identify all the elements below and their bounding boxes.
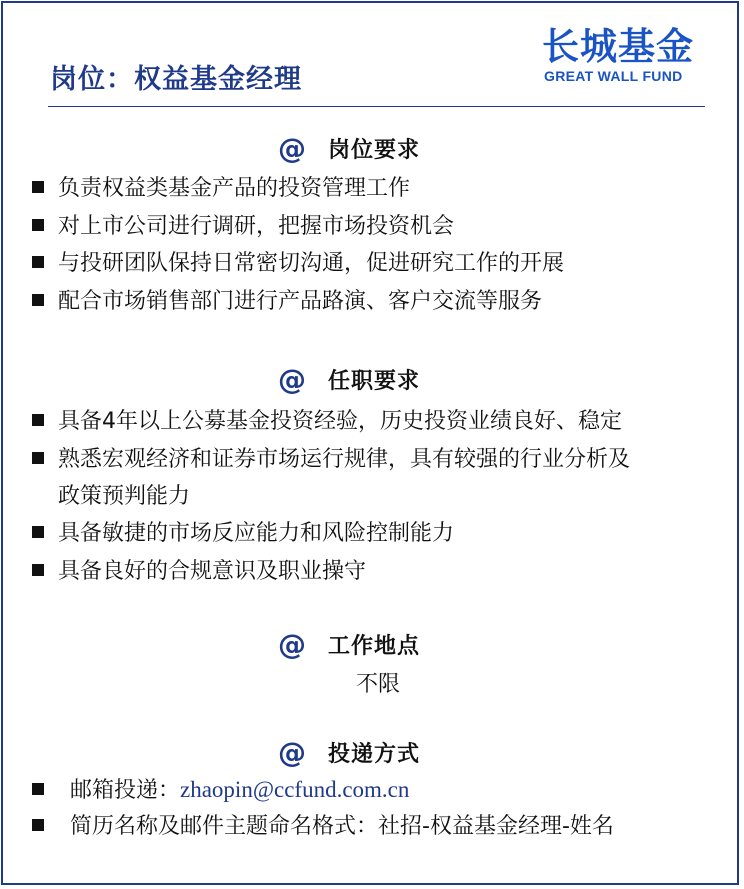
square-bullet-icon	[32, 564, 44, 576]
section-title-requirements: 任职要求	[328, 369, 421, 394]
list-item-text: 配合市场销售部门进行产品路演、客户交流等服务	[58, 289, 543, 314]
section-header-requirements	[278, 363, 420, 399]
square-bullet-icon	[32, 783, 44, 795]
logo-english-text: GREAT WALL FUND	[544, 68, 683, 84]
square-bullet-icon	[32, 526, 44, 538]
at-icon: @	[278, 628, 306, 661]
naming-format-text: 简历名称及邮件主题命名格式：社招-权益基金经理-姓名	[70, 814, 614, 839]
list-item-text: 熟悉宏观经济和证券市场运行规律，具有较强的行业分析及	[58, 447, 631, 472]
list-item	[32, 441, 630, 478]
list-item	[32, 553, 366, 590]
square-bullet-icon	[32, 181, 44, 193]
at-icon: @	[278, 363, 306, 396]
location-value: 不限	[356, 672, 401, 697]
section-header-duties	[278, 132, 420, 168]
list-item	[32, 515, 454, 552]
great-wall-fund-logo	[540, 26, 708, 90]
square-bullet-icon	[32, 256, 44, 268]
list-item-text: 具备4年以上公募基金投资经验，历史投资业绩良好、稳定	[58, 409, 622, 434]
email-label: 邮箱投递：	[70, 778, 181, 803]
square-bullet-icon	[32, 819, 44, 831]
at-icon: @	[278, 132, 306, 165]
logo-chinese-text: 长城基金	[542, 25, 694, 68]
square-bullet-icon	[32, 414, 44, 426]
square-bullet-icon	[32, 452, 44, 464]
list-item-text: 对上市公司进行调研，把握市场投资机会	[58, 214, 455, 239]
list-item	[32, 808, 614, 845]
list-item	[32, 208, 454, 245]
list-item-text: 负责权益类基金产品的投资管理工作	[58, 176, 411, 201]
page-title: 岗位：权益基金经理	[50, 64, 302, 95]
list-item-text: 与投研团队保持日常密切沟通，促进研究工作的开展	[58, 251, 565, 276]
section-header-apply	[278, 736, 420, 772]
list-item	[32, 403, 622, 440]
square-bullet-icon	[32, 294, 44, 306]
section-title-location: 工作地点	[328, 634, 421, 659]
square-bullet-icon	[32, 219, 44, 231]
header-divider	[48, 106, 705, 107]
list-item-continuation: 政策预判能力	[58, 484, 191, 509]
list-item	[32, 771, 409, 809]
section-header-location	[278, 628, 420, 664]
list-item-text: 具备良好的合规意识及职业操守	[58, 559, 367, 584]
list-item	[32, 245, 564, 282]
section-title-duties: 岗位要求	[328, 138, 421, 163]
at-icon: @	[278, 736, 306, 769]
list-item-text: 具备敏捷的市场反应能力和风险控制能力	[58, 521, 455, 546]
section-title-apply: 投递方式	[328, 742, 421, 767]
email-link[interactable]: zhaopin@ccfund.com.cn	[180, 777, 410, 802]
list-item	[32, 170, 410, 207]
list-item	[32, 283, 542, 320]
